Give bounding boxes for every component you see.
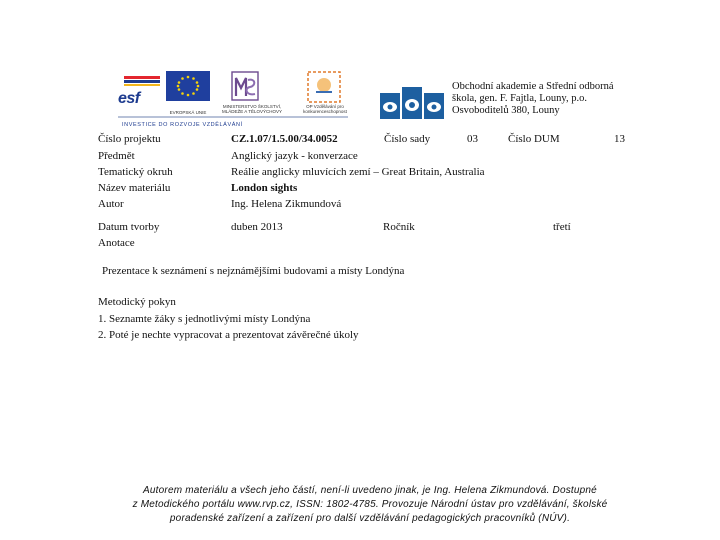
subject-label: Předmět [98,150,135,162]
slogan-text: INVESTICE DO ROZVOJE VZDĚLÁVÁNÍ [122,120,334,130]
year-label: Ročník [383,221,415,233]
footer-line-3: poradenské zařízení a zařízení pro další vzdělávání pedagogických pracovníků (NÚV). [169,513,571,524]
msmt-caption: MINISTERSTVO ŠKOLSTVÍ, MLÁDEŽE A TĚLOVÝCHOVY [222,104,282,114]
dum-number-label: Číslo DUM [508,133,560,145]
set-number-label: Číslo sady [384,133,431,145]
project-number-label: Číslo projektu [98,133,161,145]
year-value: třetí [553,221,571,233]
msmt-logo-icon [230,70,260,102]
school-name-line2: škola, gen. F. Fajtla, Louny, p.o. [452,93,587,104]
school-address-line: Osvoboditelů 380, Louny [452,105,560,116]
footer-line-2: z Metodického portálu www.rvp.cz, ISSN: 1802-4785. Provozuje Národní ústav pro vzdělávání, školské [132,499,608,510]
slogan-divider [118,116,348,118]
school-address [452,81,632,117]
method-step-2: 2. Poté je nechte vypracovat a prezentovat závěrečné úkoly [98,329,359,341]
esf-logo [118,70,160,114]
op-vk-caption: OP Vzdělávání pro konkurenceschopnost [303,104,347,114]
subject-value: Anglický jazyk - konverzace [231,150,358,162]
school-logo-icon [378,83,448,125]
material-name-value: London sights [231,182,298,194]
annotation-label: Anotace [98,237,135,249]
project-number-value: CZ.1.07/1.5.00/34.0052 [231,133,338,145]
material-name-label: Název materiálu [98,182,171,194]
school-name-line1: Obchodní akademie a Střední odborná [452,81,614,92]
author-value: Ing. Helena Zikmundová [231,198,342,210]
footer-license [90,484,650,526]
esf-logo-text: esf [118,90,140,107]
topic-label: Tematický okruh [98,166,173,178]
set-number-value: 03 [467,133,478,145]
annotation-text: Prezentace k seznámení s nejznámějšími budovami a místy Londýna [102,265,405,277]
topic-value: Reálie anglicky mluvících zemí – Great Britain, Australia [231,166,485,178]
dum-number-value: 13 [614,133,625,145]
footer-line-1: Autorem materiálu a všech jeho částí, není-li uvedeno jinak, je Ing. Helena Zikmundová. Dostupné [143,485,597,496]
method-step-1: 1. Seznamte žáky s jednotlivými místy Londýna [98,313,311,325]
created-date-label: Datum tvorby [98,221,160,233]
author-label: Autor [98,198,124,210]
esf-stripe-icon [124,76,160,86]
eu-caption: EVROPSKÁ UNIE [169,110,207,115]
method-heading: Metodický pokyn [98,296,176,308]
logo-strip [118,66,374,128]
eu-flag-icon [166,71,210,107]
created-date-value: duben 2013 [231,221,283,233]
